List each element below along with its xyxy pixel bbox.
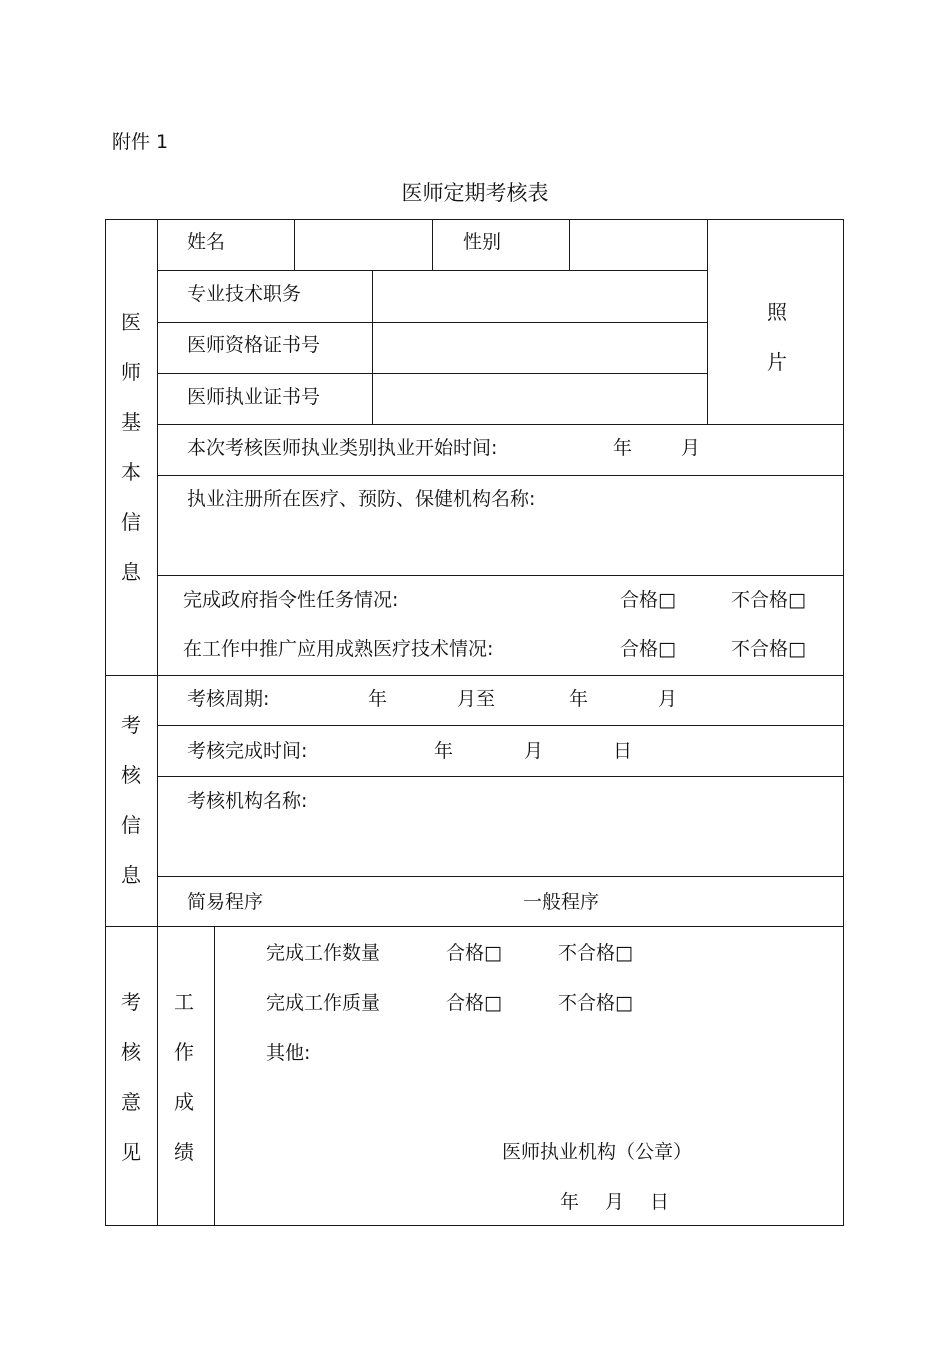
gov-task-pass-checkbox[interactable]: 合格□: [620, 589, 676, 611]
section-assess-opinion: 考 核 意 见: [121, 990, 141, 1164]
qualification-cert-field[interactable]: [380, 336, 700, 358]
assess-period-label: 考核周期:: [187, 688, 270, 710]
tech-promotion-fail-checkbox[interactable]: 不合格□: [731, 638, 806, 660]
complete-day[interactable]: 日: [613, 740, 633, 762]
professional-title-field[interactable]: [380, 285, 700, 307]
section-assess-info: 考 核 信 息: [121, 713, 141, 887]
practice-start-year[interactable]: 年: [613, 437, 633, 459]
period-start-year[interactable]: 年: [368, 688, 388, 710]
complete-month[interactable]: 月: [524, 740, 544, 762]
seal-year[interactable]: 年: [560, 1191, 580, 1213]
work-quality-label: 完成工作质量: [266, 992, 381, 1014]
attachment-label: 附件 1: [112, 131, 169, 153]
gov-task-label: 完成政府指令性任务情况:: [183, 589, 399, 611]
page-title: 医师定期考核表: [401, 181, 549, 205]
photo-label: 照: [767, 300, 787, 324]
tech-promotion-pass-checkbox[interactable]: 合格□: [620, 638, 676, 660]
work-quality-fail-checkbox[interactable]: 不合格□: [558, 992, 633, 1014]
gov-task-fail-checkbox[interactable]: 不合格□: [731, 589, 806, 611]
gender-field[interactable]: [575, 233, 701, 255]
complete-year[interactable]: 年: [434, 740, 454, 762]
practice-start-label: 本次考核医师执业类别执业开始时间:: [187, 437, 498, 459]
period-end-year[interactable]: 年: [569, 688, 589, 710]
practice-start-month[interactable]: 月: [681, 437, 701, 459]
assess-org-label: 考核机构名称:: [187, 790, 308, 812]
work-quantity-fail-checkbox[interactable]: 不合格□: [558, 942, 633, 964]
complete-time-label: 考核完成时间:: [187, 740, 308, 762]
period-end-month[interactable]: 月: [658, 688, 678, 710]
name-field[interactable]: [300, 233, 426, 255]
institution-label: 执业注册所在医疗、预防、保健机构名称:: [187, 488, 536, 510]
gender-label: 性别: [463, 231, 502, 253]
photo-box[interactable]: [757, 287, 797, 387]
tech-promotion-label: 在工作中推广应用成熟医疗技术情况:: [183, 638, 494, 660]
section-work-results: 工 作 成 绩: [174, 990, 194, 1164]
photo-label: 片: [767, 350, 787, 374]
work-quantity-label: 完成工作数量: [266, 942, 381, 964]
institution-seal-label: 医师执业机构（公章）: [502, 1141, 693, 1163]
work-quality-pass-checkbox[interactable]: 合格□: [446, 992, 502, 1014]
seal-day[interactable]: 日: [650, 1191, 670, 1213]
practice-cert-label: 医师执业证书号: [187, 386, 321, 408]
general-procedure-option[interactable]: 一般程序: [523, 891, 600, 913]
qualification-cert-label: 医师资格证书号: [187, 334, 321, 356]
work-quantity-pass-checkbox[interactable]: 合格□: [446, 942, 502, 964]
section-basic-info: 医 师 基 本 信 息: [121, 310, 141, 584]
period-start-month[interactable]: 月至: [457, 688, 496, 710]
practice-cert-field[interactable]: [380, 388, 700, 410]
seal-month[interactable]: 月: [605, 1191, 625, 1213]
other-label: 其他:: [266, 1042, 311, 1064]
simple-procedure-option[interactable]: 简易程序: [187, 891, 264, 913]
professional-title-label: 专业技术职务: [187, 283, 302, 305]
name-label: 姓名: [187, 231, 226, 253]
